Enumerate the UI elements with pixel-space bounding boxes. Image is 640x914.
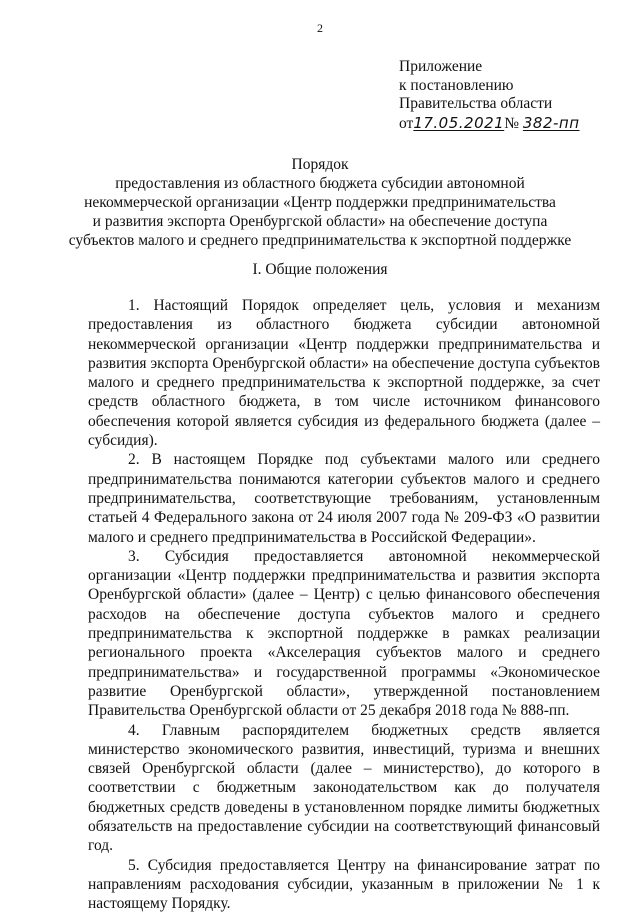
handwritten-date: 17.05.2021 bbox=[413, 113, 505, 132]
number-prefix: № bbox=[504, 114, 520, 132]
handwritten-number: 382-пп bbox=[522, 113, 580, 132]
appendix-to-resolution: к постановлению bbox=[399, 76, 514, 94]
paragraph-1: 1. Настоящий Порядок определяет цель, условия и механизм предоставления из областного бюджета субсидии автономной некоммерческой организации «Центр поддержки предпринимательства и развития экспорта Оренбургской области» на обеспечение доступа субъектов малого и среднего предпринимательства к экспортной поддержке, за счет средств областного бюджета, в том числе источником финансового обеспечения которой является субсидия из федерального бюджета (далее – субсидия). bbox=[88, 297, 600, 450]
from-prefix: от bbox=[399, 114, 414, 132]
title-line-3: некоммерческой организации «Центр поддержки предпринимательства bbox=[84, 194, 556, 211]
appendix-block bbox=[399, 58, 619, 133]
paragraph-2: 2. В настоящем Порядке под субъектами малого или среднего предпринимательства понимаются категории субъектов малого и среднего предпринимательства, соответствующие требованиям, установленным статьей 4 Федерального закона от 24 июля 2007 года № 209-ФЗ «О развитии малого и среднего предпринимательства в Российской Федерации». bbox=[88, 451, 600, 546]
page-number: 2 bbox=[317, 21, 323, 35]
appendix-government: Правительства области bbox=[399, 95, 553, 112]
appendix-date-number bbox=[399, 114, 619, 134]
section-heading: I. Общие положения bbox=[252, 261, 388, 278]
title-line-2: предоставления из областного бюджета субсидии автономной bbox=[115, 175, 525, 192]
document-body bbox=[88, 296, 600, 914]
document-title bbox=[0, 155, 640, 250]
title-line-1: Порядок bbox=[291, 156, 349, 173]
title-line-5: субъектов малого и среднего предпринимательства к экспортной поддержке bbox=[68, 232, 572, 249]
appendix-title: Приложение bbox=[399, 58, 483, 75]
paragraph-3: 3. Субсидия предоставляется автономной некоммерческой организации «Центр поддержки предпринимательства и развития экспорта Оренбургской области» (далее – Центр) с целью финансового обеспечения расходов на обеспечение доступа субъектов малого и среднего предпринимательства к экспортной поддержке в рамках реализации регионального проекта «Акселерация субъектов малого и среднего предпринимательства» и государственной программы «Экономическое развитие Оренбургской области», утвержденной постановлением Правительства Оренбургской области от 25 декабря 2018 года № 888-пп. bbox=[88, 547, 600, 720]
paragraph-4: 4. Главным распорядителем бюджетных средств является министерство экономического развития, инвестиций, туризма и внешних связей Оренбургской области (далее – министерство), до которого в соответствии с бюджетным законодательством как до получателя бюджетных средств доведены в установленном порядке лимиты бюджетных обязательств на предоставление субсидии на соответствующий финансовый год. bbox=[88, 721, 600, 855]
title-line-4: и развития экспорта Оренбургской области» на обеспечение доступа bbox=[92, 213, 548, 230]
paragraph-5: 5. Субсидия предоставляется Центру на финансирование затрат по направлениям расходования субсидии, указанным в приложении № 1 к настоящему Порядку. bbox=[88, 856, 600, 913]
